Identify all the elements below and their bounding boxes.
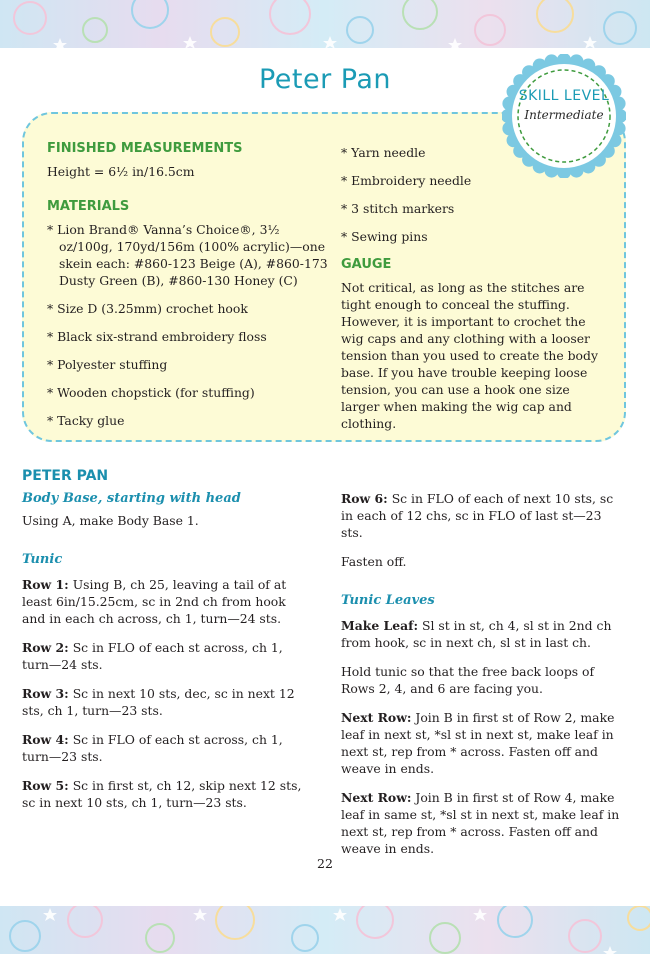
materials-heading: MATERIALS <box>47 199 130 214</box>
instruction-row <box>22 639 312 673</box>
row-label: Make Leaf: <box>341 618 419 633</box>
material-item: * Size D (3.25mm) crochet hook <box>47 301 248 316</box>
hold-tunic-text: Hold tunic so that the free back loops of Rows 2, 4, and 6 are facing you. <box>341 664 595 696</box>
tunic-leaves-heading: Tunic Leaves <box>341 593 435 608</box>
material-item: * Sewing pins <box>341 229 428 244</box>
row-text: Sc in first st, ch 12, skip next 12 sts, sc in next 10 sts, ch 1, turn—23 sts. <box>22 778 302 810</box>
instruction-row <box>341 617 626 651</box>
pattern-right-column <box>341 490 626 869</box>
row-text: Sc in FLO of each st across, ch 1, turn—23 sts. <box>22 732 283 764</box>
pattern-left-column <box>22 468 312 823</box>
row-label: Row 3: <box>22 686 69 701</box>
instruction-row <box>341 490 626 541</box>
row-text: Sc in FLO of each of next 10 sts, sc in each of 12 chs, sc in FLO of last st—23 sts. <box>341 491 614 540</box>
instruction-row <box>22 685 312 719</box>
instruction-row <box>341 709 626 777</box>
skill-level-value: Intermediate <box>524 108 604 122</box>
instruction-row <box>22 777 312 811</box>
row-text: Join B in first st of Row 2, make leaf in next st, *sl st in next st, make leaf in next st, rep from * across. Fasten off and weave in ends. <box>341 710 615 776</box>
tunic-heading: Tunic <box>22 552 63 567</box>
decorative-bottom-border <box>0 906 650 954</box>
page-title: Peter Pan <box>258 64 392 95</box>
body-base-heading: Body Base, starting with head <box>22 491 241 506</box>
row-text: Using B, ch 25, leaving a tail of at least 6in/15.25cm, sc in 2nd ch from hook and in each ch across, ch 1, turn—24 sts. <box>22 577 287 626</box>
box-right-column <box>341 144 606 432</box>
skill-level-text <box>502 88 626 122</box>
row-text: Sc in next 10 sts, dec, sc in next 12 sts, ch 1, turn—23 sts. <box>22 686 295 718</box>
row-label: Row 6: <box>341 491 388 506</box>
material-item: * Lion Brand® Vanna’s Choice®, 3½ oz/100g, 170yd/156m (100% acrylic)—one skein each: #860-123 Beige (A), #860-173 Dusty Green (B), #860-130 Honey (C) <box>47 222 328 288</box>
material-item: * Tacky glue <box>47 413 125 428</box>
box-left-column <box>47 140 332 440</box>
instruction-row <box>341 789 626 857</box>
finished-measurements-heading: FINISHED MEASUREMENTS <box>47 141 243 156</box>
material-item: * Embroidery needle <box>341 173 472 188</box>
row-label: Row 1: <box>22 577 69 592</box>
gauge-heading: GAUGE <box>341 257 392 272</box>
instruction-row <box>22 731 312 765</box>
fasten-off-text: Fasten off. <box>341 554 407 569</box>
body-base-text: Using A, make Body Base 1. <box>22 513 199 528</box>
row-text: Sl st in st, ch 4, sl st in 2nd ch from hook, sc in next ch, sl st in last ch. <box>341 618 612 650</box>
material-item: * Polyester stuffing <box>47 357 168 372</box>
material-item: * Wooden chopstick (for stuffing) <box>47 385 255 400</box>
row-text: Sc in FLO of each st across, ch 1, turn—24 sts. <box>22 640 283 672</box>
material-item: * 3 stitch markers <box>341 201 455 216</box>
row-label: Row 4: <box>22 732 69 747</box>
row-label: Next Row: <box>341 710 412 725</box>
row-label: Row 2: <box>22 640 69 655</box>
material-item: * Black six-strand embroidery floss <box>47 329 267 344</box>
instruction-row <box>22 576 312 627</box>
skill-level-title: SKILL LEVEL <box>518 88 610 104</box>
row-label: Next Row: <box>341 790 412 805</box>
row-text: Join B in first st of Row 4, make leaf in same st, *sl st in next st, make leaf in next st, rep from * across. Fasten off and weave in ends. <box>341 790 620 856</box>
material-item: * Yarn needle <box>341 145 426 160</box>
gauge-text: Not critical, as long as the stitches are tight enough to conceal the stuffing. However, it is important to crochet the wig caps and any clothing with a looser tension than you used to create the body base. If you have trouble keeping loose tension, you can use a hook one size larger when making the wig cap and clothing. <box>341 280 598 431</box>
section-heading: PETER PAN <box>22 468 109 484</box>
row-label: Row 5: <box>22 778 69 793</box>
decorative-top-border <box>0 0 650 48</box>
height-line: Height = 6½ in/16.5cm <box>47 164 195 179</box>
page-number: 22 <box>317 856 333 871</box>
